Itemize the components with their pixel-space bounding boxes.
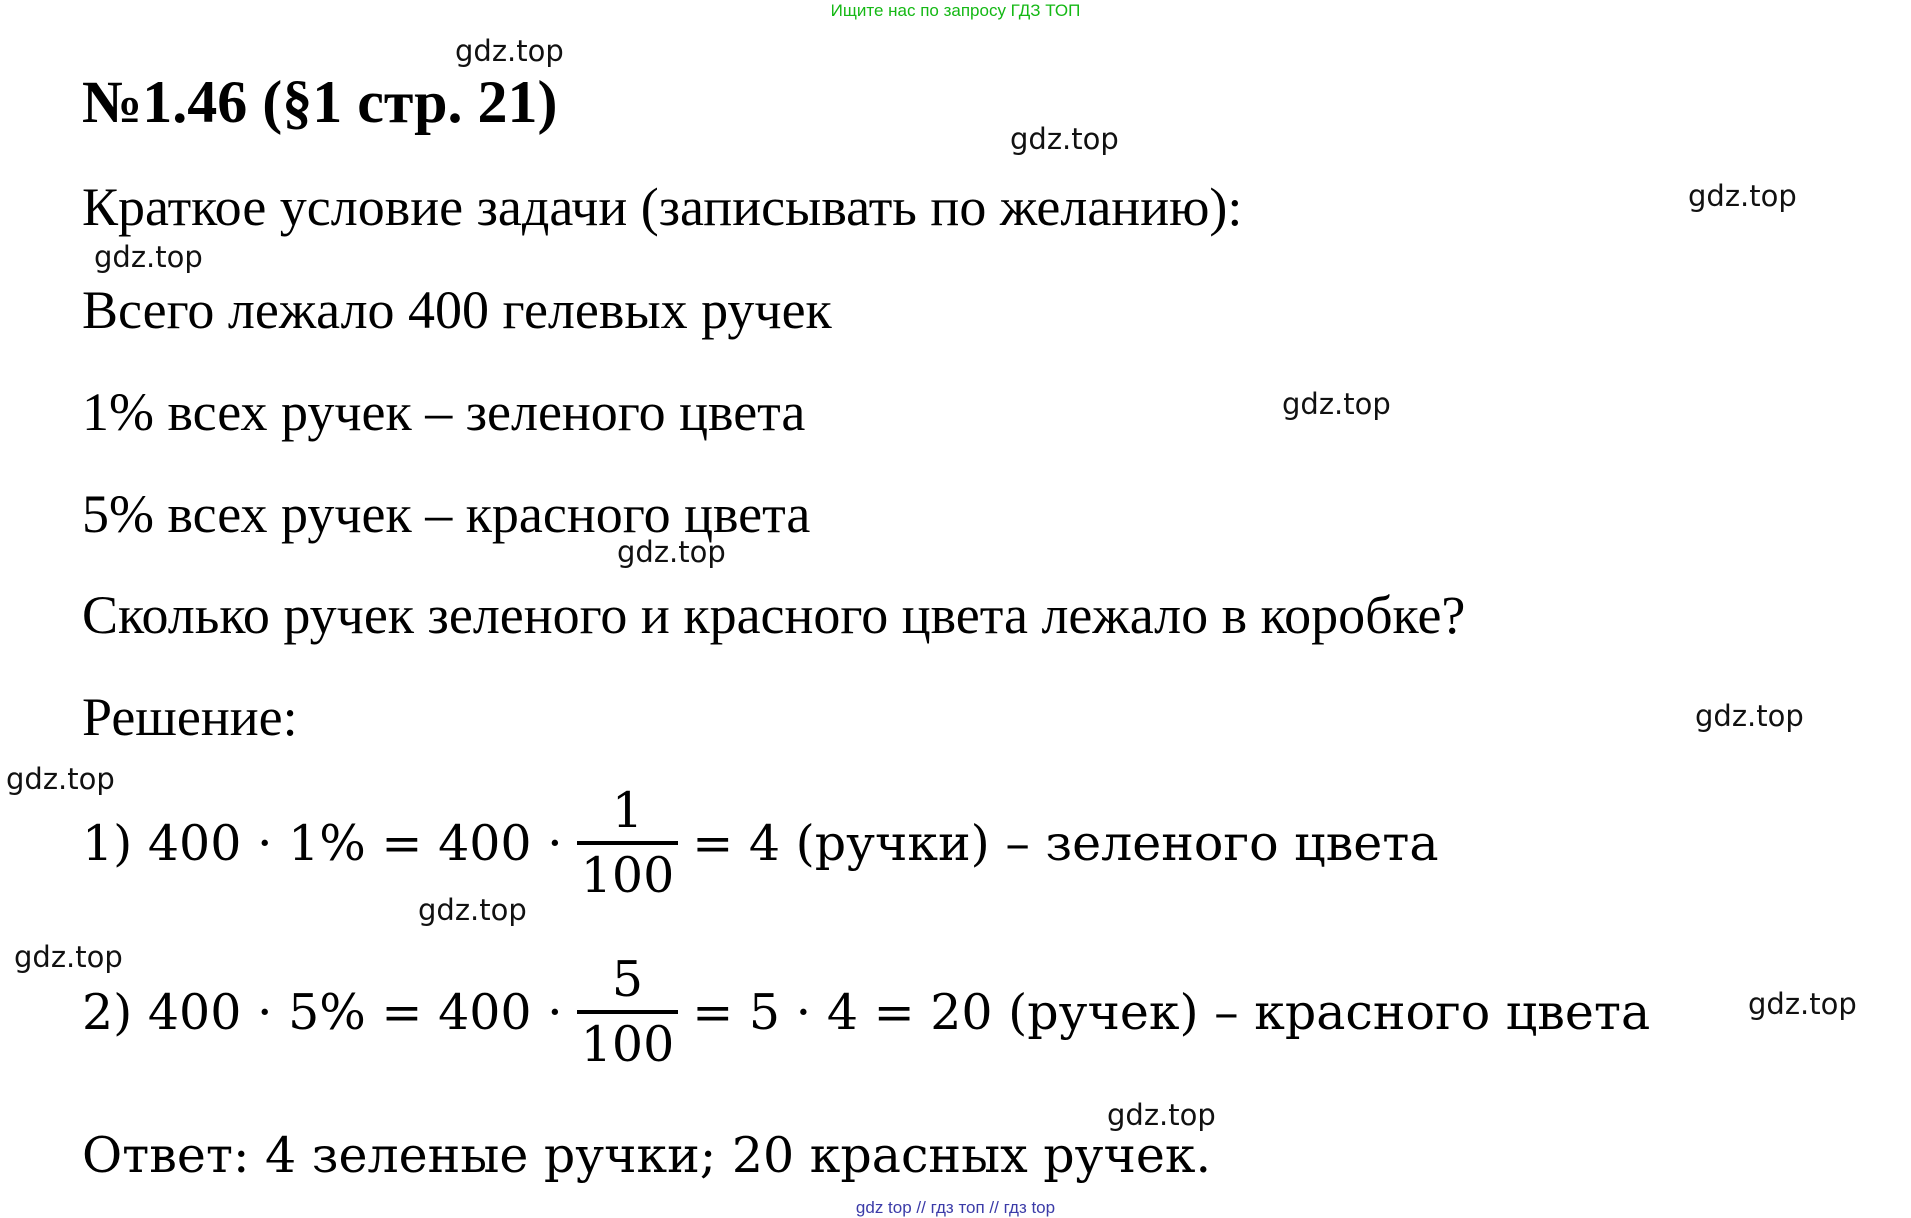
solution-step-2: [82, 951, 1651, 1073]
solution-step-1: [82, 782, 1439, 904]
step-2-right: = 5 · 4 = 20 (ручек) – красного цвета: [692, 983, 1651, 1041]
watermark: gdz.top: [418, 893, 527, 927]
watermark: gdz.top: [1748, 987, 1857, 1021]
watermark: gdz.top: [1688, 179, 1797, 213]
watermark: gdz.top: [455, 34, 564, 68]
watermark: gdz.top: [6, 762, 115, 796]
condition-heading: Краткое условие задачи (записывать по желанию):: [82, 177, 1243, 237]
watermark: gdz.top: [1010, 122, 1119, 156]
watermark: gdz.top: [1282, 387, 1391, 421]
step-1-numerator: 1: [611, 782, 644, 839]
watermark: gdz.top: [617, 535, 726, 569]
condition-line-1: Всего лежало 400 гелевых ручек: [82, 280, 832, 340]
watermark: gdz.top: [1695, 699, 1804, 733]
step-1-left: 1) 400 · 1% = 400 ·: [82, 814, 563, 872]
problem-title: №1.46 (§1 стр. 21): [82, 69, 558, 135]
step-2-denominator: 100: [577, 1010, 679, 1069]
answer: Ответ: 4 зеленые ручки; 20 красных ручек.: [82, 1127, 1212, 1184]
watermark: gdz.top: [1107, 1098, 1216, 1132]
footer-links: gdz top // гдз топ // гдз top: [855, 1198, 1056, 1217]
watermark: gdz.top: [14, 940, 123, 974]
solution-heading: Решение:: [82, 687, 298, 747]
step-1-denominator: 100: [577, 841, 679, 900]
condition-line-3: 5% всех ручек – красного цвета: [82, 484, 811, 544]
step-2-left: 2) 400 · 5% = 400 ·: [82, 983, 563, 1041]
step-2-numerator: 5: [611, 951, 644, 1008]
watermark: gdz.top: [94, 240, 203, 274]
step-2-fraction: [577, 951, 679, 1073]
condition-question: Сколько ручек зеленого и красного цвета лежало в коробке?: [82, 585, 1466, 645]
condition-line-2: 1% всех ручек – зеленого цвета: [82, 382, 806, 442]
step-1-fraction: [577, 782, 679, 904]
step-1-right: = 4 (ручки) – зеленого цвета: [692, 814, 1439, 872]
top-banner: Ищите нас по запросу ГДЗ ТОП: [830, 1, 1081, 20]
